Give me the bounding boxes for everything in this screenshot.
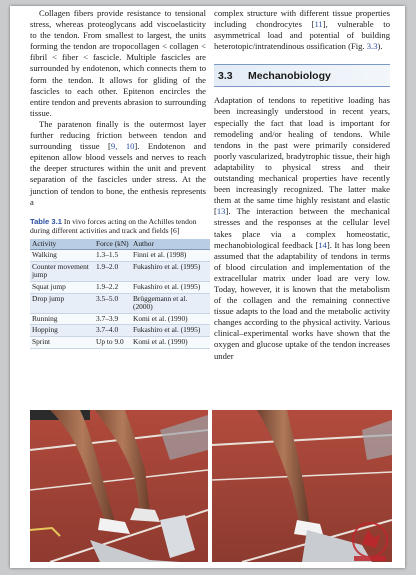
table-row	[30, 282, 210, 294]
text-run: The paratenon finally is the outermost layer further reducing friction between tendon and surrounding tissue [	[30, 118, 206, 152]
citation-link[interactable]: 9, 10	[110, 141, 135, 152]
table-caption-text: In vivo forces acting on the Achilles tendon during different activities and track and fields [6]	[30, 216, 197, 236]
cell-author: Komi et al. (1990)	[131, 337, 210, 349]
table-header-row	[30, 239, 210, 250]
cell-author: Fukashiro et al. (1995)	[131, 325, 210, 337]
cell-activity: Running	[30, 313, 94, 325]
section-heading	[214, 64, 390, 87]
book-page	[10, 6, 405, 568]
header-force: Force (kN)	[94, 239, 131, 250]
paragraph-paratenon	[30, 119, 206, 208]
figure-link[interactable]: 3.3	[366, 41, 378, 52]
text-run: complex structure with different tissue properties including chondrocytes [	[214, 8, 390, 30]
forces-table	[30, 239, 210, 349]
cell-activity: Drop jump	[30, 293, 94, 313]
cell-activity: Counter movement jump	[30, 261, 94, 281]
header-activity: Activity	[30, 239, 94, 250]
header-author: Author	[131, 239, 210, 250]
cell-activity: Squat jump	[30, 282, 94, 294]
cell-force: 1.3–1.5	[94, 250, 131, 262]
table-row	[30, 261, 210, 281]
table-row	[30, 313, 210, 325]
cell-force: Up to 9.0	[94, 337, 131, 349]
photo-sprint-start-right	[212, 410, 392, 562]
text-run: ]. It has long been assumed that the adaptability of tendons in terms of blood circulation and implementation of the extracellular matrix under load are very low. Today, however, it is known that the metabolism of the collagen and the remaining connective tissue adapts to the load and the metabolic activity changes according to the physical activity. Various clinical–experimental works have shown that the oxygen and glucose uptake of the tendon increases under	[214, 239, 390, 361]
cell-force: 3.7–4.0	[94, 325, 131, 337]
table-row	[30, 325, 210, 337]
table-row	[30, 250, 210, 262]
citation-link[interactable]: 14	[318, 239, 327, 250]
citation-link[interactable]: 11	[314, 19, 323, 30]
table-row	[30, 293, 210, 313]
paragraph-enthesis	[214, 8, 390, 52]
text-run: ).	[377, 41, 383, 52]
text-run: ]. The interaction between the mechanical stresses and the responses at the cellular level takes place via a complex homeostatic, mechanobiological feedback [	[214, 206, 390, 250]
right-column	[214, 8, 390, 362]
text-run: ], vulnerable to asymmetrical load and potential of building heterotopic/intratendinous ossification (Fig.	[214, 19, 390, 52]
cell-activity: Sprint	[30, 337, 94, 349]
cell-activity: Walking	[30, 250, 94, 262]
text-run: ]. Endotenon and epitenon allow blood vessels and nerves to reach the deeper structures within the unit and prevent separation of the fascicles under stress. At the junction of tendon to bone, the enthesis represents a	[30, 141, 207, 207]
section-title: Mechanobiology	[248, 70, 331, 83]
cell-force: 1.9–2.0	[94, 261, 131, 281]
cell-force: 3.5–5.0	[94, 293, 131, 313]
text-run: Adaptation of tendons to repetitive loading has been increasingly understood in recent years, especially the fact that load is important for remodeling and/or healing of tendons. While tendons in the past were primarily considered poorly vascularized, bradytrophic tissue, their high adaptability to physical stress and their outstanding mechanical properties have recently been increasingly recognized. The latter make them at the same time highly resistant and elastic [	[214, 95, 390, 217]
table-label: Table 3.1	[30, 216, 62, 226]
paragraph-mechanobiology	[214, 95, 390, 361]
paragraph-collagen: Collagen fibers provide resistance to tensional stress, whereas proteoglycans add viscoelasticity to the tendon. From smallest to largest, the units forming the tendon are tropocollagen < collagen < fibril < fiber < fascicle. Multiple fascicles are surrounded by endotenon, which connects them to form the tendon. It allows for gliding of the fascicles to each other. Epitenon encircles the entire tendon and prevents abrasion to surrounding tissue.	[30, 8, 206, 118]
citation-link[interactable]: 13	[216, 206, 226, 217]
left-column	[30, 8, 206, 349]
cell-author: Fukashiro et al. (1995)	[131, 261, 210, 281]
cell-author: Finni et al. (1998)	[131, 250, 210, 262]
table-caption	[30, 217, 206, 236]
figure-photos	[30, 410, 392, 562]
section-number: 3.3	[218, 70, 233, 83]
cell-author: Komi et al. (1990)	[131, 313, 210, 325]
cell-author: Brüggemann et al. (2000)	[131, 293, 210, 313]
cell-force: 3.7–3.9	[94, 313, 131, 325]
cell-author: Fukashiro et al. (1995)	[131, 282, 210, 294]
table-row	[30, 337, 210, 349]
cell-activity: Hopping	[30, 325, 94, 337]
cell-force: 1.9–2.2	[94, 282, 131, 294]
photo-sprint-start-left	[30, 410, 208, 562]
